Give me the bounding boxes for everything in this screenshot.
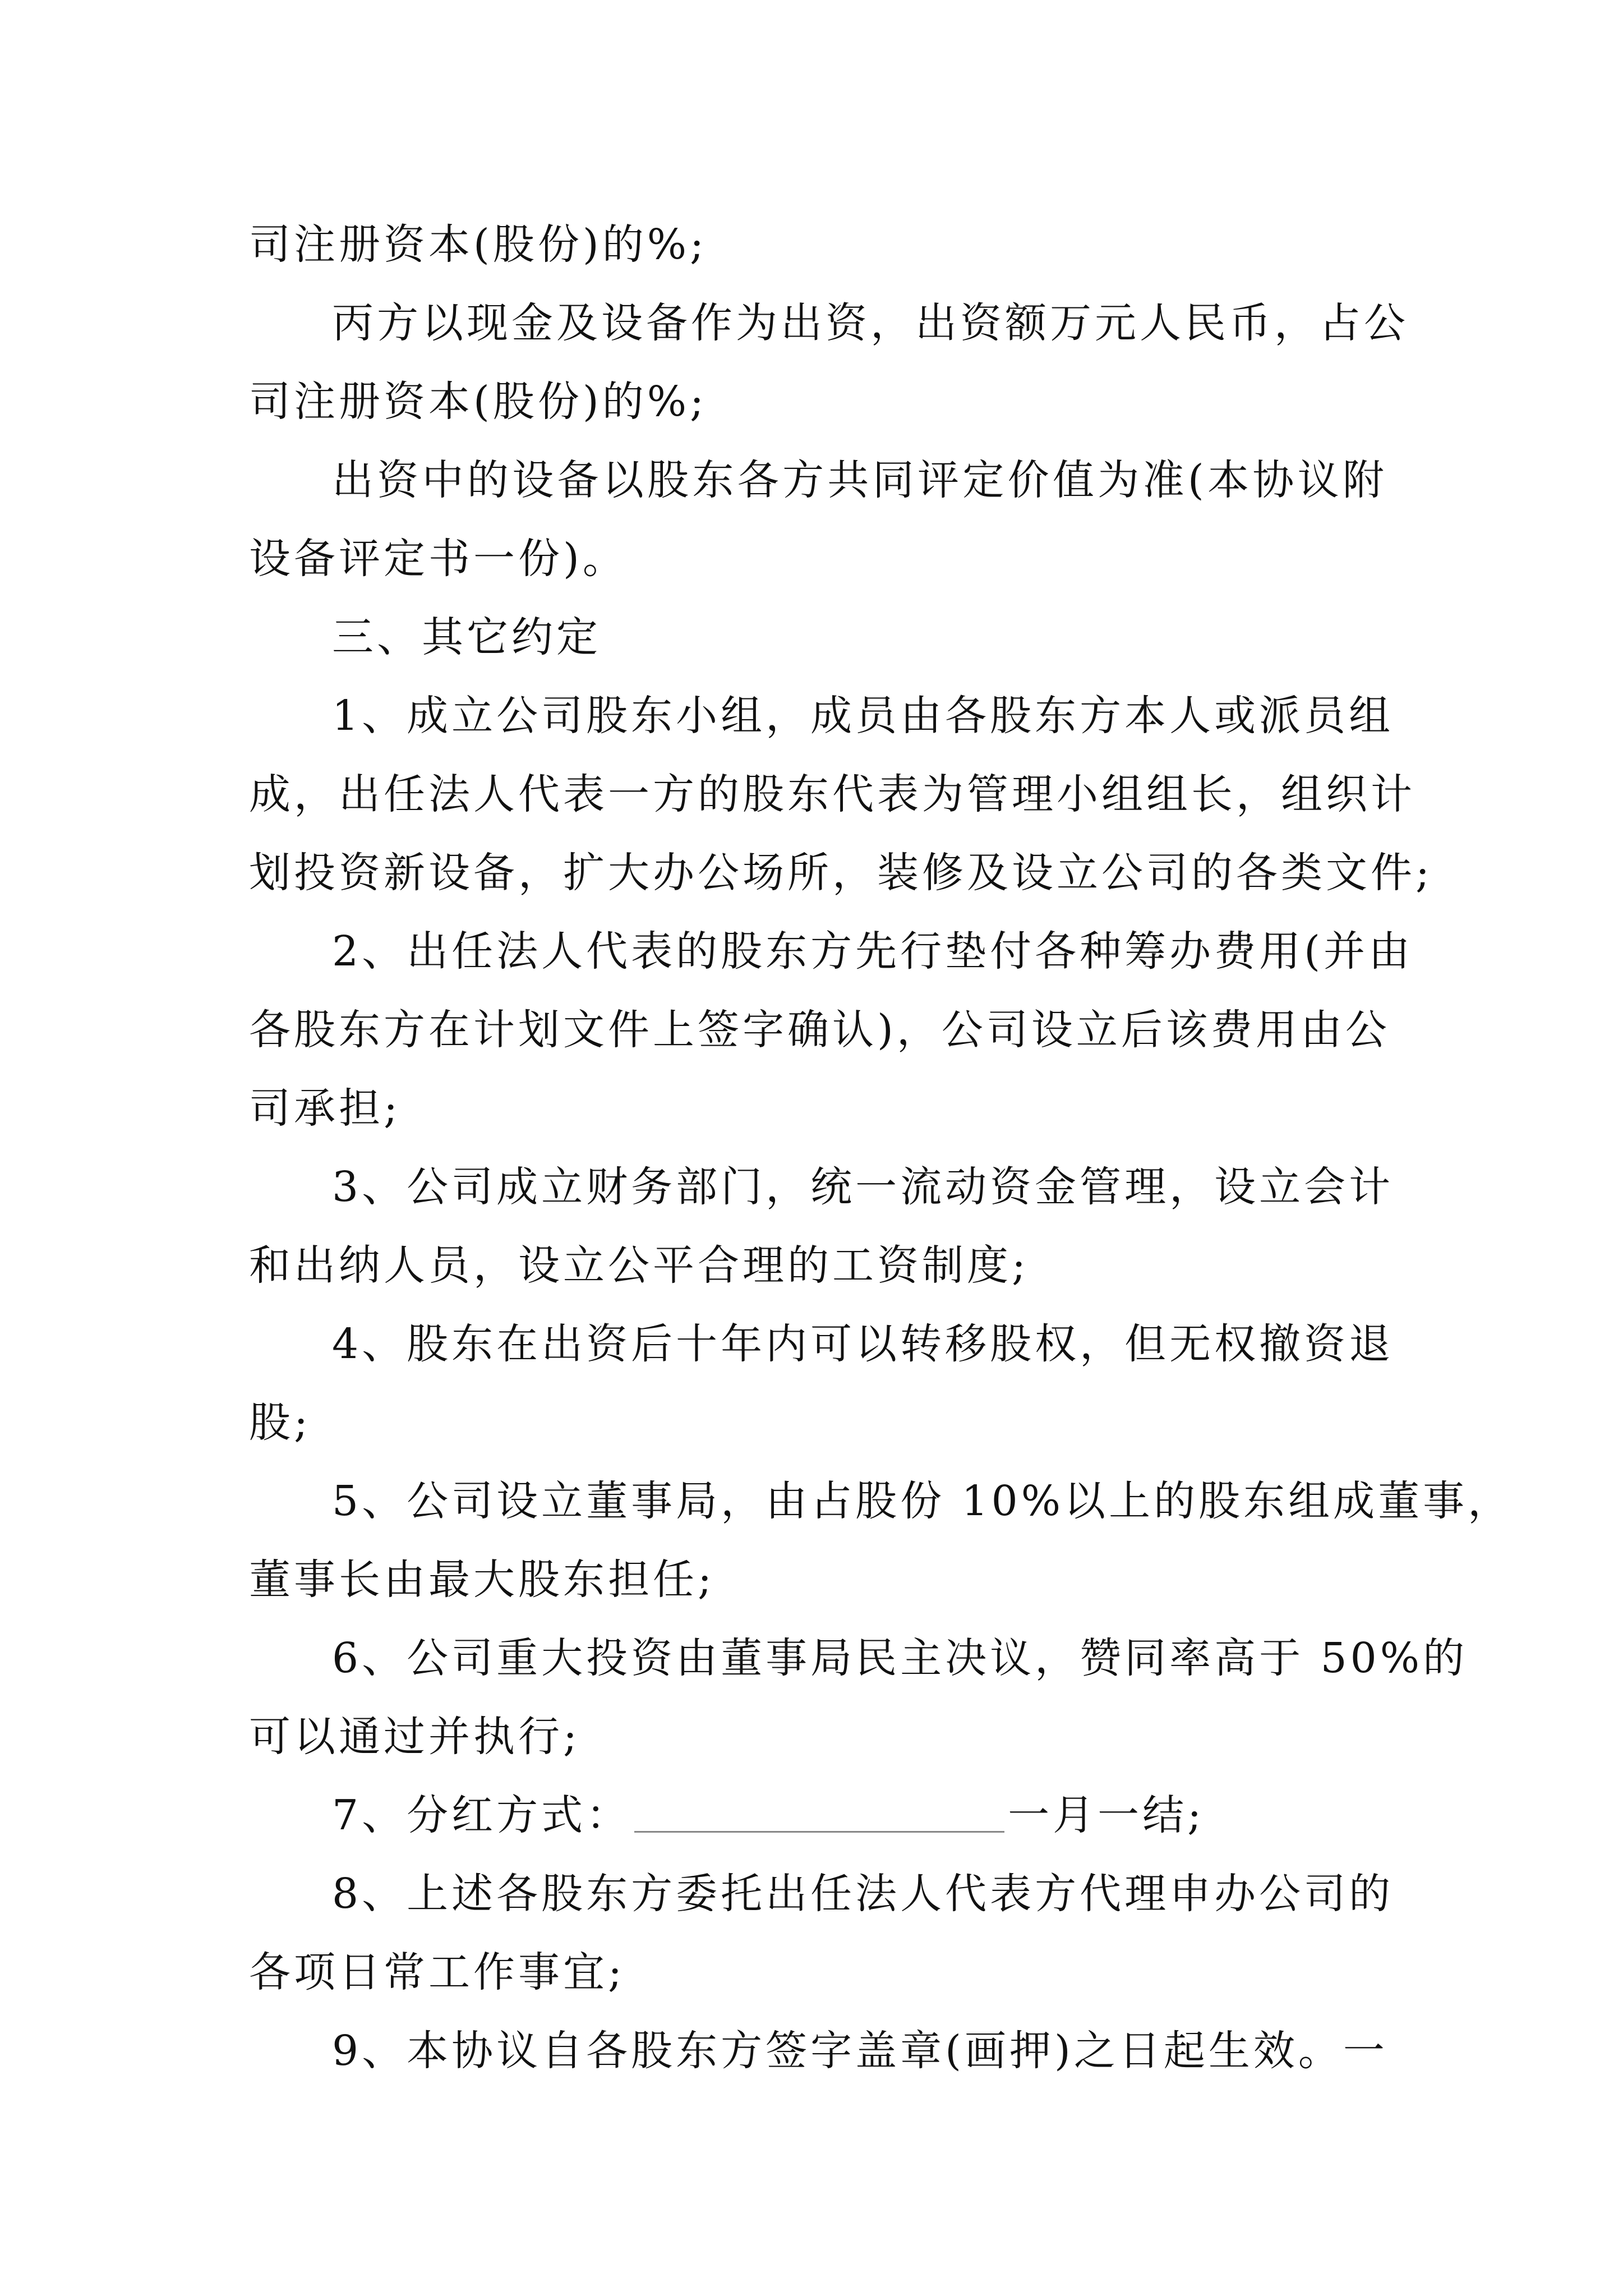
text-line: 3、公司成立财务部门，统一流动资金管理，设立会计 (332, 1163, 1394, 1211)
text-line: 丙方以现金及设备作为出资，出资额万元人民币，占公 (332, 299, 1409, 347)
text-line: 成，出任法人代表一方的股东代表为管理小组组长，组织计 (249, 770, 1415, 818)
text-line-item7 (332, 1787, 1387, 1843)
item7-suffix: 一月一结; (1008, 1791, 1205, 1839)
text-line: 各股东方在计划文件上签字确认)，公司设立后该费用由公 (249, 1006, 1390, 1054)
text-line: 2、出任法人代表的股东方先行垫付各种筹办费用(并由 (332, 927, 1413, 976)
text-line: 司承担; (249, 1084, 401, 1133)
text-line: 4、股东在出资后十年内可以转移股权，但无权撤资退 (332, 1320, 1394, 1368)
text-line: 8、上述各股东方委托出任法人代表方代理申办公司的 (332, 1870, 1394, 1918)
text-line: 9、本协议自各股东方签字盖章(画押)之日起生效。一 (332, 2027, 1388, 2075)
text-line: 司注册资本(股份)的%; (249, 378, 707, 426)
text-line: 各项日常工作事宜; (249, 1948, 625, 1996)
text-line: 股; (249, 1398, 311, 1447)
text-line: 1、成立公司股东小组，成员由各股东方本人或派员组 (332, 692, 1394, 740)
section-heading: 三、其它约定 (332, 613, 601, 661)
text-line: 划投资新设备，扩大办公场所，装修及设立公司的各类文件; (249, 849, 1433, 897)
item7-prefix: 7、分红方式： (332, 1791, 631, 1839)
text-line: 董事长由最大股东担任; (249, 1556, 715, 1604)
text-line: 司注册资本(股份)的%; (249, 220, 707, 269)
text-line: 设备评定书一份)。 (249, 535, 628, 583)
text-line: 可以通过并执行; (249, 1713, 580, 1761)
dividend-method-blank[interactable] (634, 1789, 1004, 1833)
text-line: 6、公司重大投资由董事局民主决议，赞同率高于 50%的 (332, 1634, 1468, 1682)
text-line: 出资中的设备以股东各方共同评定价值为准(本协议附 (332, 456, 1387, 504)
text-line: 5、公司设立董事局，由占股份 10%以上的股东组成董事， (332, 1477, 1513, 1525)
text-line: 和出纳人员，设立公平合理的工资制度; (249, 1241, 1029, 1290)
